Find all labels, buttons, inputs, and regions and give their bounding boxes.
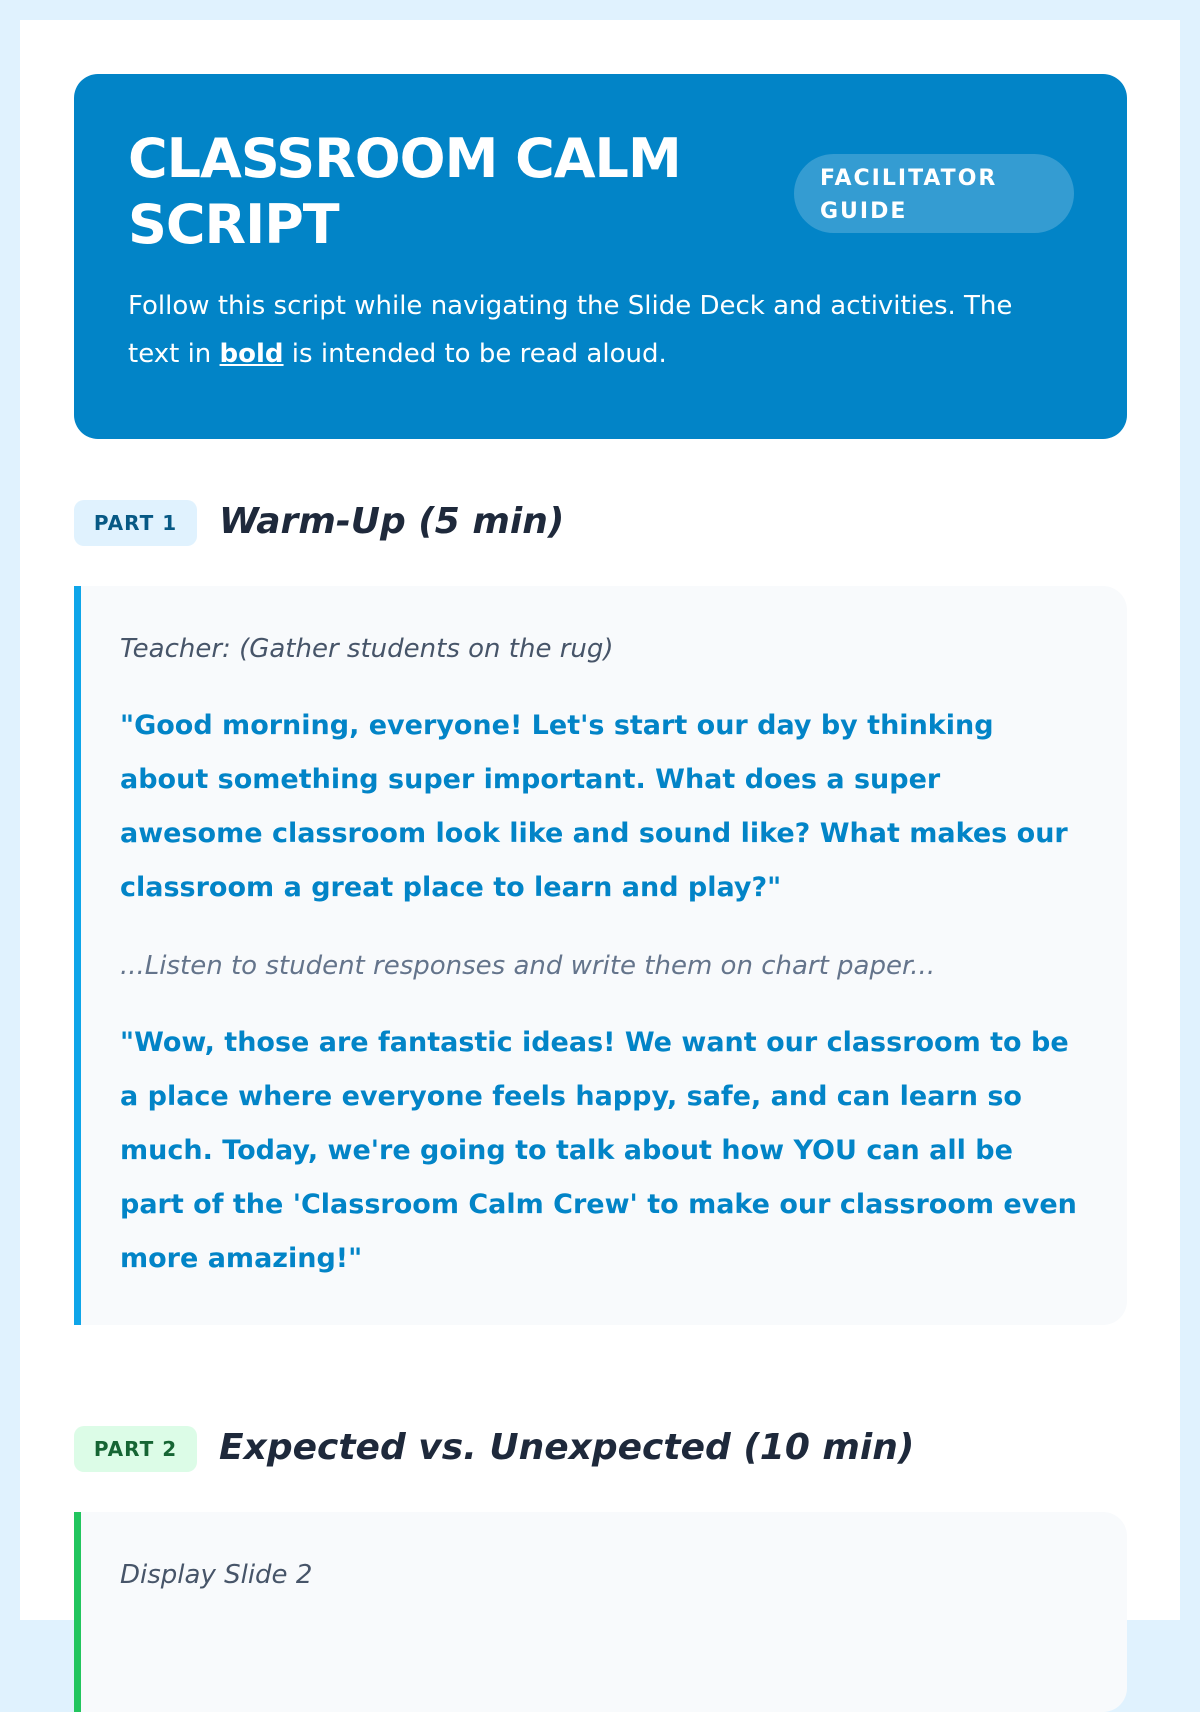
intro-bold-word: bold [219,339,284,369]
intro-text-end: is intended to be read aloud. [283,339,667,369]
part-1-read-aloud-2: "Wow, those are fantastic ideas! We want our classroom to be a place where everyone feels happy, safe, and can learn so much. Today, we're going to talk about how YOU can all be part of the 'Classroom Calm Crew' to make our classroom even more amazing!" [120,1027,1077,1274]
part-2-tag: PART 2 [74,1426,197,1472]
page-title: CLASSROOM CALM SCRIPT [128,127,681,256]
part-1-heading [74,500,1127,546]
part-1-script-card [74,586,1127,1325]
part-1-tag: PART 1 [74,500,197,546]
facilitator-guide-badge [794,154,1074,233]
badge-line-2: GUIDE [820,199,908,224]
part-1-stage-direction-1: Teacher: (Gather students on the rug) [120,634,614,664]
part-1-title: Warm-Up (5 min) [219,501,565,542]
script-header [74,74,1127,439]
badge-line-1: FACILITATOR [820,166,998,191]
script-page [20,20,1180,1620]
part-1-stage-direction-2: ...Listen to student responses and write them on chart paper... [120,951,936,981]
part-1-read-aloud-1: "Good morning, everyone! Let's start our day by thinking about something super important. What does a super awesome classroom look like and sound like? What makes our classroom a great place to learn and play?" [120,710,1068,903]
intro-text-start: Follow this script while navigating the Slide Deck and activities. The text in [128,291,1013,369]
part-2-stage-direction-1: Display Slide 2 [120,1560,313,1590]
part-2-heading [74,1426,1127,1472]
intro-text [128,282,1068,378]
part-2-script-card [74,1512,1127,1712]
part-2-title: Expected vs. Unexpected (10 min) [219,1427,915,1468]
